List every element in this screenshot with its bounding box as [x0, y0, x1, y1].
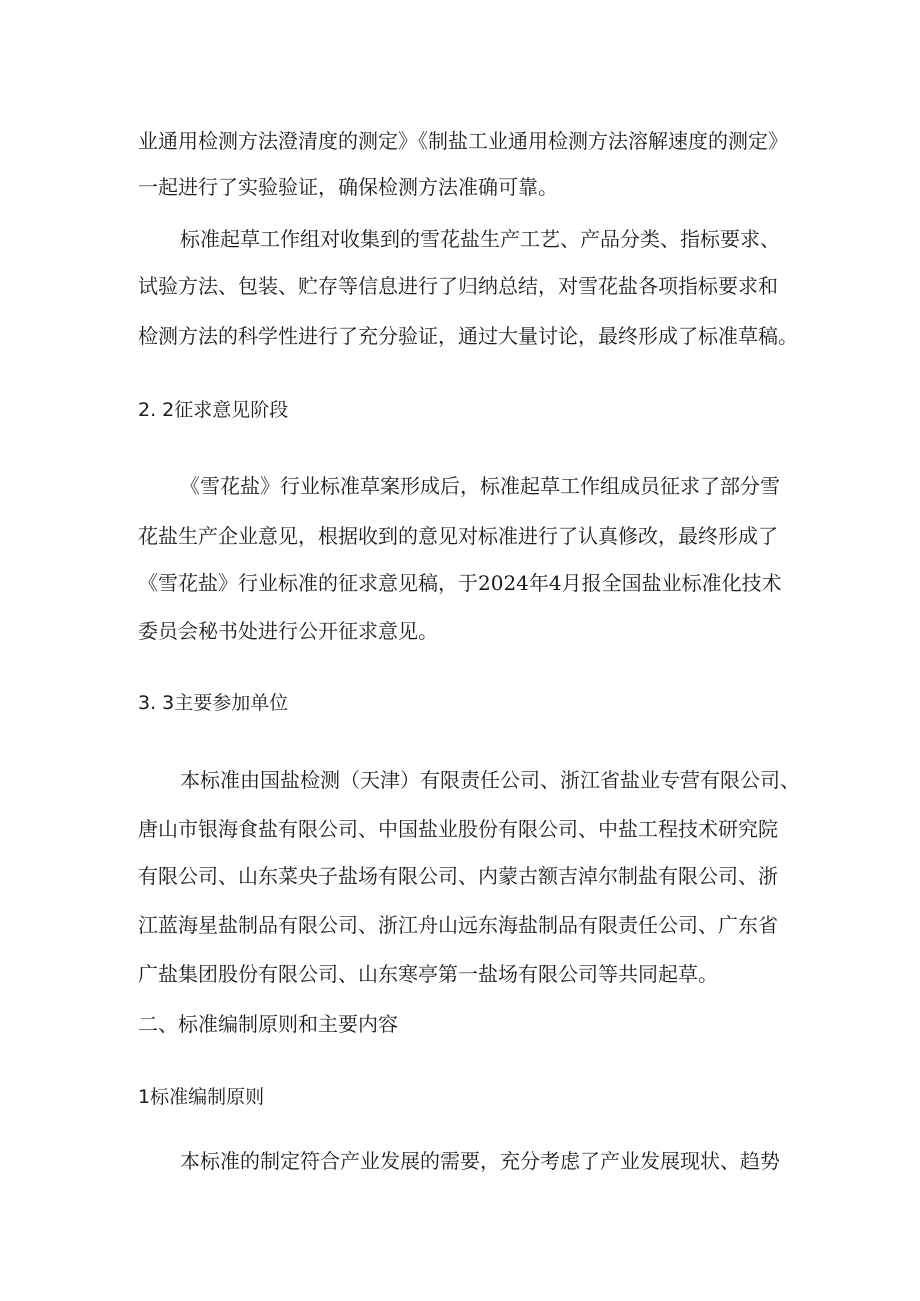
section-heading: 1标准编制原则	[138, 1086, 265, 1108]
paragraph-line: 检测方法的科学性进行了充分验证，通过大量讨论，最终形成了标准草稿。	[138, 324, 798, 348]
paragraph-line: 《雪花盐》行业标准草案形成后，标准起草工作组成员征求了部分雪	[180, 474, 780, 498]
paragraph-line: 本标准的制定符合产业发展的需要，充分考虑了产业发展现状、趋势	[180, 1149, 780, 1173]
paragraph-line: 试验方法、包装、贮存等信息进行了归纳总结，对雪花盐各项指标要求和	[138, 274, 778, 298]
paragraph-line: 有限公司、山东菜央子盐场有限公司、内蒙古额吉淖尔制盐有限公司、浙	[138, 864, 778, 888]
paragraph-line: 标准起草工作组对收集到的雪花盐生产工艺、产品分类、指标要求、	[180, 227, 780, 251]
section-heading: 3. 3主要参加单位	[138, 692, 289, 714]
chapter-heading: 二、标准编制原则和主要内容	[138, 1012, 398, 1036]
paragraph-line: 广盐集团股份有限公司、山东寒亭第一盐场有限公司等共同起草。	[138, 962, 718, 986]
paragraph-line: 《雪花盐》行业标准的征求意见稿，于2024年4月报全国盐业标准化技术	[138, 571, 782, 595]
paragraph-line: 江蓝海星盐制品有限公司、浙江舟山远东海盐制品有限责任公司、广东省	[138, 913, 778, 937]
paragraph-line: 委员会秘书处进行公开征求意见。	[138, 619, 438, 643]
paragraph-line: 一起进行了实验验证，确保检测方法准确可靠。	[138, 175, 558, 199]
section-heading: 2. 2征求意见阶段	[138, 399, 289, 421]
paragraph-line: 本标准由国盐检测（天津）有限责任公司、浙江省盐业专营有限公司、	[180, 768, 800, 792]
paragraph-line: 唐山市银海食盐有限公司、中国盐业股份有限公司、中盐工程技术研究院	[138, 817, 778, 841]
paragraph-line: 花盐生产企业意见，根据收到的意见对标准进行了认真修改，最终形成了	[138, 524, 778, 548]
paragraph-line: 业通用检测方法澄清度的测定》《制盐工业通用检测方法溶解速度的测定》	[138, 129, 788, 153]
